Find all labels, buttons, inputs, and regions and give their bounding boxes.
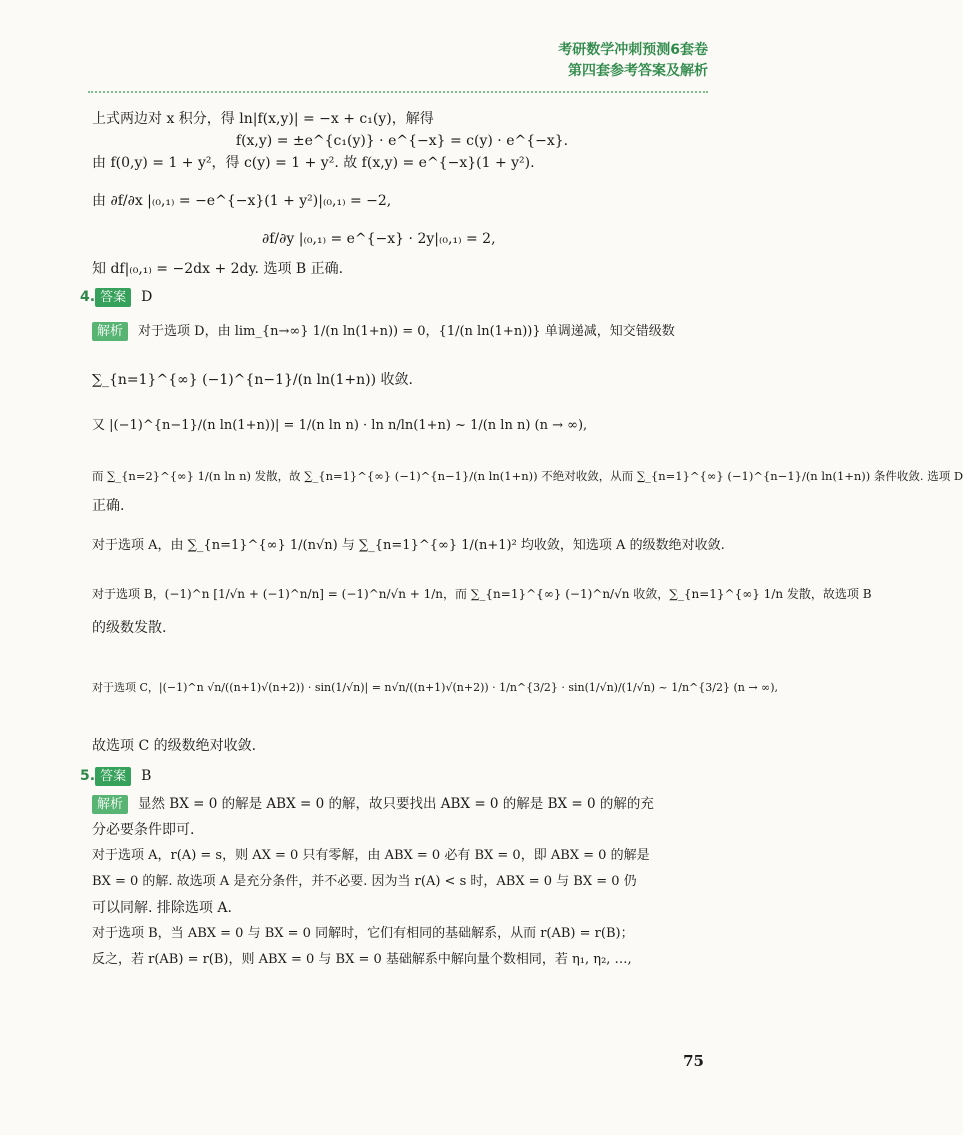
header-divider [88,91,708,93]
text-line: 对于选项 A，r(A) = s，则 AX = 0 只有零解，由 ABX = 0 必有 BX = 0，即 ABX = 0 的解是 [92,848,650,863]
text-line: BX = 0 的解. 故选项 A 是充分条件，并不必要. 因为当 r(A) < s 时，ABX = 0 与 BX = 0 仍 [92,874,637,889]
formula-line: 对于选项 C，|(−1)^n √n/((n+1)√(n+2)) · sin(1/√n)| = n√n/((n+1)√(n+2)) · 1/n^{3/2} · sin(1/√n)/(1/√n) ~ 1/n^{3/2} (n → ∞), [92,681,779,694]
question-4-header [80,286,712,308]
question-5-header [80,765,712,787]
formula-line: ∑_{n=1}^{∞} (−1)^{n−1}/(n ln(1+n)) 收敛. [92,372,413,388]
text-line: 由 f(0,y) = 1 + y²，得 c(y) = 1 + y². 故 f(x,y) = e^{−x}(1 + y²). [92,155,535,171]
solution-body [80,108,963,971]
text-line: 显然 BX = 0 的解是 ABX = 0 的解，故只要找出 ABX = 0 的解是 BX = 0 的解的充 [138,796,654,812]
section-title: 第四套参考答案及解析 [568,63,708,79]
text-line: 对于选项 D，由 lim_{n→∞} 1/(n ln(1+n)) = 0，{1/(n ln(1+n))} 单调递减，知交错级数 [138,324,675,339]
analysis-line [92,793,712,815]
text-line: 上式两边对 x 积分，得 ln|f(x,y)| = −x + c₁(y)，解得 [92,111,434,127]
text-line: 知 df|₍₀,₁₎ = −2dx + 2dy. 选项 B 正确. [92,261,344,277]
formula-line: 对于选项 A，由 ∑_{n=1}^{∞} 1/(n√n) 与 ∑_{n=1}^{∞} 1/(n+1)² 均收敛，知选项 A 的级数绝对收敛. [92,538,725,553]
question-number: 5. [80,768,96,784]
text-line: 的级数发散. [92,620,167,636]
text-line: 对于选项 B，当 ABX = 0 与 BX = 0 同解时，它们有相同的基础解系，从而 r(AB) = r(B)； [92,926,634,941]
text-line: 反之，若 r(AB) = r(B)，则 ABX = 0 与 BX = 0 基础解系中解向量个数相同，若 η₁, η₂, …, [92,952,632,967]
answer-tag: 答案 [95,767,131,786]
answer-tag: 答案 [95,288,131,307]
analysis-tag: 解析 [92,795,128,814]
formula-line: f(x,y) = ±e^{c₁(y)} · e^{−x} = c(y) · e^{−x}. [235,133,569,149]
text-line: 分必要条件即可. [92,822,195,838]
page-number: 75 [683,1052,704,1070]
book-title: 考研数学冲刺预测6套卷 [558,42,708,58]
text-line: 正确. [92,498,125,514]
formula-line: 对于选项 B，(−1)^n [1/√n + (−1)^n/n] = (−1)^n/√n + 1/n，而 ∑_{n=1}^{∞} (−1)^n/√n 收敛，∑_{n=1}^{∞} 1/n 发散，故选项 B [92,587,872,601]
analysis-tag: 解析 [92,322,128,341]
formula-line: ∂f/∂y |₍₀,₁₎ = e^{−x} · 2y|₍₀,₁₎ = 2, [262,231,496,247]
formula-line: 又 |(−1)^{n−1}/(n ln(1+n))| = 1/(n ln n) · ln n/ln(1+n) ~ 1/(n ln n) (n → ∞), [92,418,588,433]
formula-line: 由 ∂f/∂x |₍₀,₁₎ = −e^{−x}(1 + y²)|₍₀,₁₎ = −2, [92,193,392,209]
answer-value: B [141,768,152,784]
text-line: 可以同解. 排除选项 A. [92,900,232,916]
text-line: 故选项 C 的级数绝对收敛. [92,738,257,754]
answer-value: D [141,289,153,305]
question-number: 4. [80,289,96,305]
analysis-line [92,320,712,343]
formula-line: 而 ∑_{n=2}^{∞} 1/(n ln n) 发散，故 ∑_{n=1}^{∞} (−1)^{n−1}/(n ln(1+n)) 不绝对收敛，从而 ∑_{n=1}^{∞} (−1)^{n−1}/(n ln(1+n)) 条件收敛. 选项 D [92,469,963,483]
page-header [558,40,708,82]
